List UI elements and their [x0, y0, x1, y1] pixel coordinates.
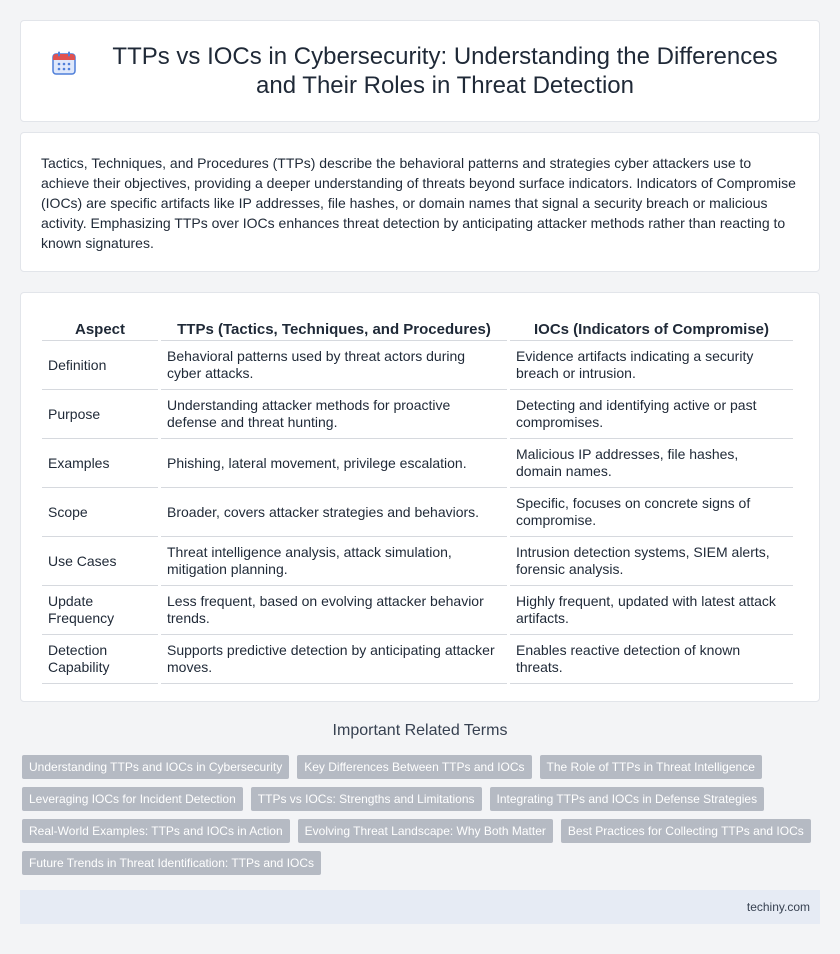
cell-aspect: Definition: [42, 341, 158, 390]
cell-aspect: Scope: [42, 488, 158, 537]
cell-ttp: Understanding attacker methods for proactive defense and threat hunting.: [161, 390, 507, 439]
title-wrap: [51, 42, 789, 100]
related-term-tag[interactable]: Best Practices for Collecting TTPs and IOCs: [561, 819, 811, 843]
table-header-row: [42, 315, 793, 341]
table-row: [42, 635, 793, 684]
cell-ttp: Less frequent, based on evolving attacker behavior trends.: [161, 586, 507, 635]
comparison-table-card: [20, 292, 820, 702]
cell-ioc: Enables reactive detection of known threats.: [510, 635, 793, 684]
related-term-tag[interactable]: Understanding TTPs and IOCs in Cybersecurity: [22, 755, 289, 779]
related-term-tag[interactable]: TTPs vs IOCs: Strengths and Limitations: [251, 787, 482, 811]
cell-aspect: Use Cases: [42, 537, 158, 586]
intro-card: [20, 132, 820, 272]
cell-ioc: Malicious IP addresses, file hashes, domain names.: [510, 439, 793, 488]
related-term-tag[interactable]: The Role of TTPs in Threat Intelligence: [540, 755, 762, 779]
related-terms-heading: Important Related Terms: [332, 722, 508, 739]
cell-ttp: Threat intelligence analysis, attack simulation, mitigation planning.: [161, 537, 507, 586]
cell-aspect: Detection Capability: [42, 635, 158, 684]
table-row: [42, 488, 793, 537]
cell-ttp: Broader, covers attacker strategies and behaviors.: [161, 488, 507, 537]
calendar-icon: [51, 50, 77, 76]
cell-ioc: Specific, focuses on concrete signs of compromise.: [510, 488, 793, 537]
cell-aspect: Update Frequency: [42, 586, 158, 635]
related-term-tag[interactable]: Future Trends in Threat Identification: TTPs and IOCs: [22, 851, 321, 875]
related-term-tag[interactable]: Key Differences Between TTPs and IOCs: [297, 755, 531, 779]
cell-ttp: Behavioral patterns used by threat actors during cyber attacks.: [161, 341, 507, 390]
page-title: TTPs vs IOCs in Cybersecurity: Understanding the Differences and Their Roles in Threat Detection: [112, 43, 778, 99]
cell-ttp: Phishing, lateral movement, privilege escalation.: [161, 439, 507, 488]
header-iocs: IOCs (Indicators of Compromise): [510, 315, 793, 341]
cell-ioc: Evidence artifacts indicating a security breach or intrusion.: [510, 341, 793, 390]
footer-site-link[interactable]: techiny.com: [746, 900, 810, 914]
cell-aspect: Examples: [42, 439, 158, 488]
comparison-table: [39, 315, 796, 684]
table-row: [42, 439, 793, 488]
related-terms-list: [22, 755, 812, 875]
related-term-tag[interactable]: Leveraging IOCs for Incident Detection: [22, 787, 243, 811]
table-row: [42, 586, 793, 635]
intro-paragraph: Tactics, Techniques, and Procedures (TTPs) describe the behavioral patterns and strategies cyber attackers use to achieve their objectives, providing a deeper understanding of threats beyond surface indicators. Indicators of Compromise (IOCs) are specific artifacts like IP addresses, file hashes, or domain names that signal a security breach or malicious activity. Emphasizing TTPs over IOCs enhances threat detection by anticipating attacker methods rather than reacting to known signatures.: [41, 155, 796, 251]
related-term-tag[interactable]: Evolving Threat Landscape: Why Both Matter: [298, 819, 553, 843]
header-aspect: Aspect: [42, 315, 158, 341]
cell-ioc: Intrusion detection systems, SIEM alerts, forensic analysis.: [510, 537, 793, 586]
cell-ioc: Detecting and identifying active or past compromises.: [510, 390, 793, 439]
footer: [20, 890, 820, 924]
cell-ioc: Highly frequent, updated with latest attack artifacts.: [510, 586, 793, 635]
header-ttps: TTPs (Tactics, Techniques, and Procedures): [161, 315, 507, 341]
cell-ttp: Supports predictive detection by anticipating attacker moves.: [161, 635, 507, 684]
title-card: [20, 20, 820, 122]
table-row: [42, 341, 793, 390]
cell-aspect: Purpose: [42, 390, 158, 439]
table-row: [42, 390, 793, 439]
related-term-tag[interactable]: Integrating TTPs and IOCs in Defense Strategies: [490, 787, 765, 811]
table-row: [42, 537, 793, 586]
related-term-tag[interactable]: Real-World Examples: TTPs and IOCs in Action: [22, 819, 290, 843]
